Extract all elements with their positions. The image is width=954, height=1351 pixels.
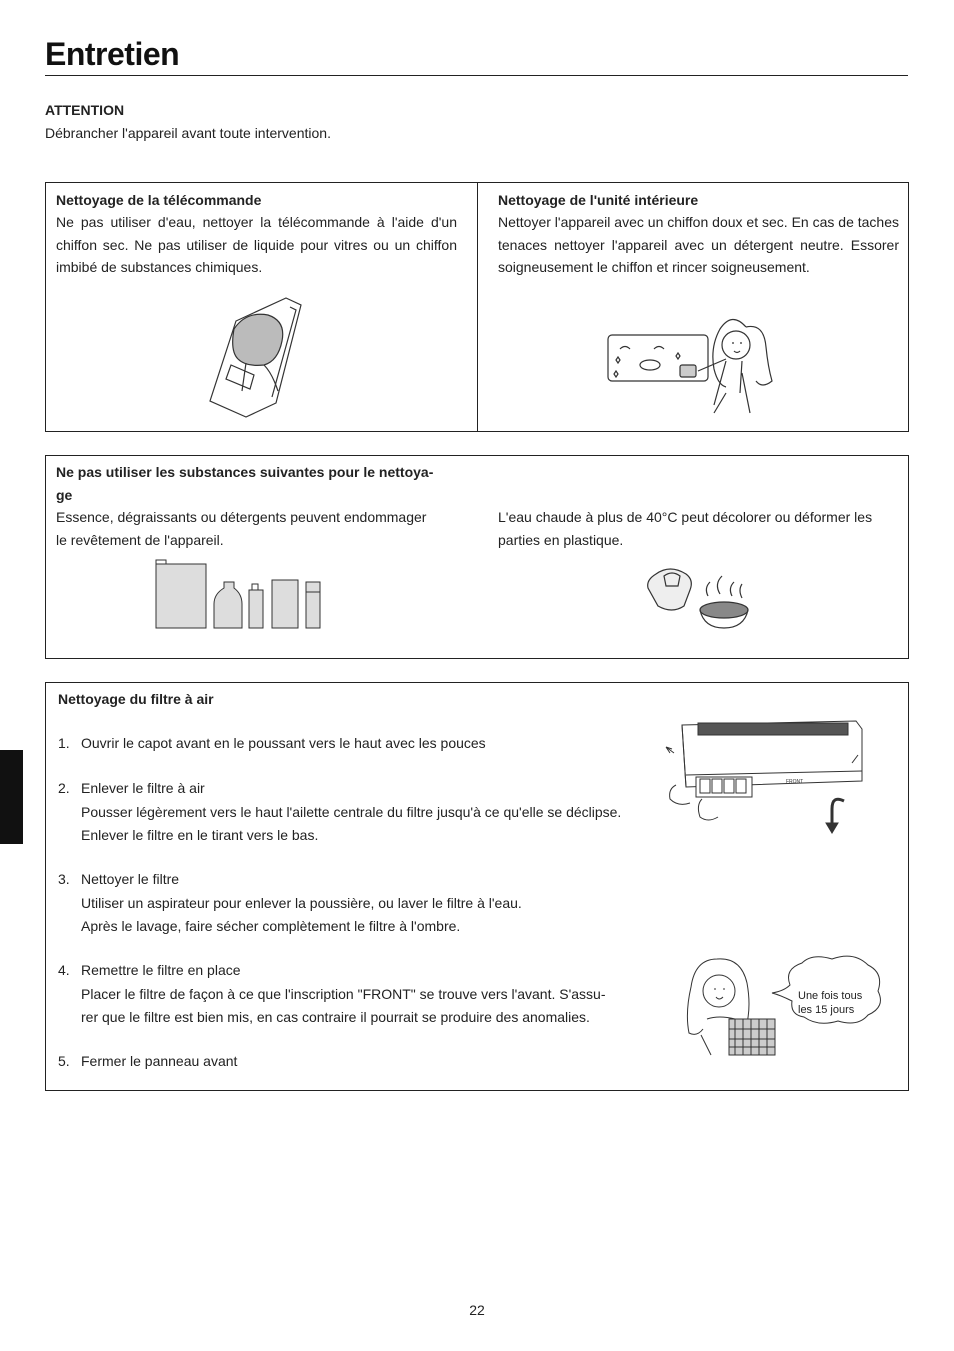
- substances-box: [45, 455, 909, 659]
- step-5-title: Fermer le panneau avant: [81, 1053, 238, 1069]
- step-3-number: 3.: [58, 871, 70, 887]
- step-2-body-line1: Pousser légèrement vers le haut l'ailette centrale du filtre jusqu'à ce qu'elle se déclipse.: [81, 804, 622, 820]
- svg-text:FRONT: FRONT: [786, 779, 804, 785]
- substances-heading-line1: Ne pas utiliser les substances suivantes pour le nettoya-: [56, 464, 434, 480]
- substances-heading-line2: ge: [56, 487, 73, 503]
- filter-cleaning-box: [45, 682, 909, 1091]
- step-5-number: 5.: [58, 1053, 70, 1069]
- step-4-number: 4.: [58, 962, 70, 978]
- indoor-cleaning-text: Nettoyer l'appareil avec un chiffon doux et sec. En cas de taches tenaces nettoyer l'appareil avec un détergent neutre. Essorer soigneusement le chiffon et rincer soigneusement.: [498, 214, 899, 275]
- side-tab-marker: [0, 750, 23, 844]
- substances-text-line1: Essence, dégraissants ou détergents peuvent endommager: [56, 509, 427, 525]
- step-2-title: Enlever le filtre à air: [81, 780, 205, 796]
- filter-cleaning-heading: Nettoyage du filtre à air: [58, 691, 214, 707]
- page-title: Entretien: [45, 36, 180, 72]
- remote-cleaning-heading: Nettoyage de la télécommande: [56, 192, 262, 208]
- remote-cleaning-text: Ne pas utiliser d'eau, nettoyer la télécommande à l'aide d'un chiffon sec. Ne pas utiliser de liquide pour vitres ou un chiffon imbibé de substances chimiques.: [56, 214, 457, 275]
- indoor-cleaning-illustration: [606, 313, 776, 423]
- bubble-text-line1: Une fois tous: [798, 990, 863, 1002]
- step-1-title: Ouvrir le capot avant en le poussant vers le haut avec les pouces: [81, 735, 486, 751]
- box-divider: [477, 183, 478, 431]
- ac-unit-open-illustration: [656, 715, 876, 830]
- step-1-number: 1.: [58, 735, 70, 751]
- step-3-body-line1: Utiliser un aspirateur pour enlever la poussière, ou laver le filtre à l'eau.: [81, 895, 522, 911]
- step-2-body-line2: Enlever le filtre en le tirant vers le bas.: [81, 827, 319, 843]
- bubble-text-line2: les 15 jours: [798, 1004, 855, 1016]
- step-4-body-line2: rer que le filtre est bien mis, en cas contraire il pourrait se produire des anomalies.: [81, 1009, 590, 1025]
- step-3-body-line2: Après le lavage, faire sécher complètement le filtre à l'ombre.: [81, 918, 461, 934]
- attention-heading: ATTENTION: [45, 102, 125, 118]
- substances-text-line2: le revêtement de l'appareil.: [56, 532, 224, 548]
- step-4-title: Remettre le filtre en place: [81, 962, 241, 978]
- page-number: 22: [469, 1302, 485, 1318]
- step-3-title: Nettoyer le filtre: [81, 871, 180, 887]
- step-2-number: 2.: [58, 780, 70, 796]
- hot-water-text-line1: L'eau chaude à plus de 40°C peut décolorer ou déformer les: [498, 509, 873, 525]
- indoor-cleaning-heading: Nettoyage de l'unité intérieure: [498, 192, 699, 208]
- step-4-body-line1: Placer le filtre de façon à ce que l'inscription "FRONT" se trouve vers l'avant. S'assu-: [81, 986, 606, 1002]
- hot-water-illustration: [646, 564, 756, 639]
- chemical-containers-illustration: [154, 556, 324, 631]
- remote-cleaning-illustration: [206, 293, 326, 423]
- hot-water-text-line2: parties en plastique.: [498, 532, 624, 548]
- title-rule: [45, 75, 908, 76]
- attention-text: Débrancher l'appareil avant toute intervention.: [45, 125, 331, 141]
- cleaning-remote-indoor-box: [45, 182, 909, 432]
